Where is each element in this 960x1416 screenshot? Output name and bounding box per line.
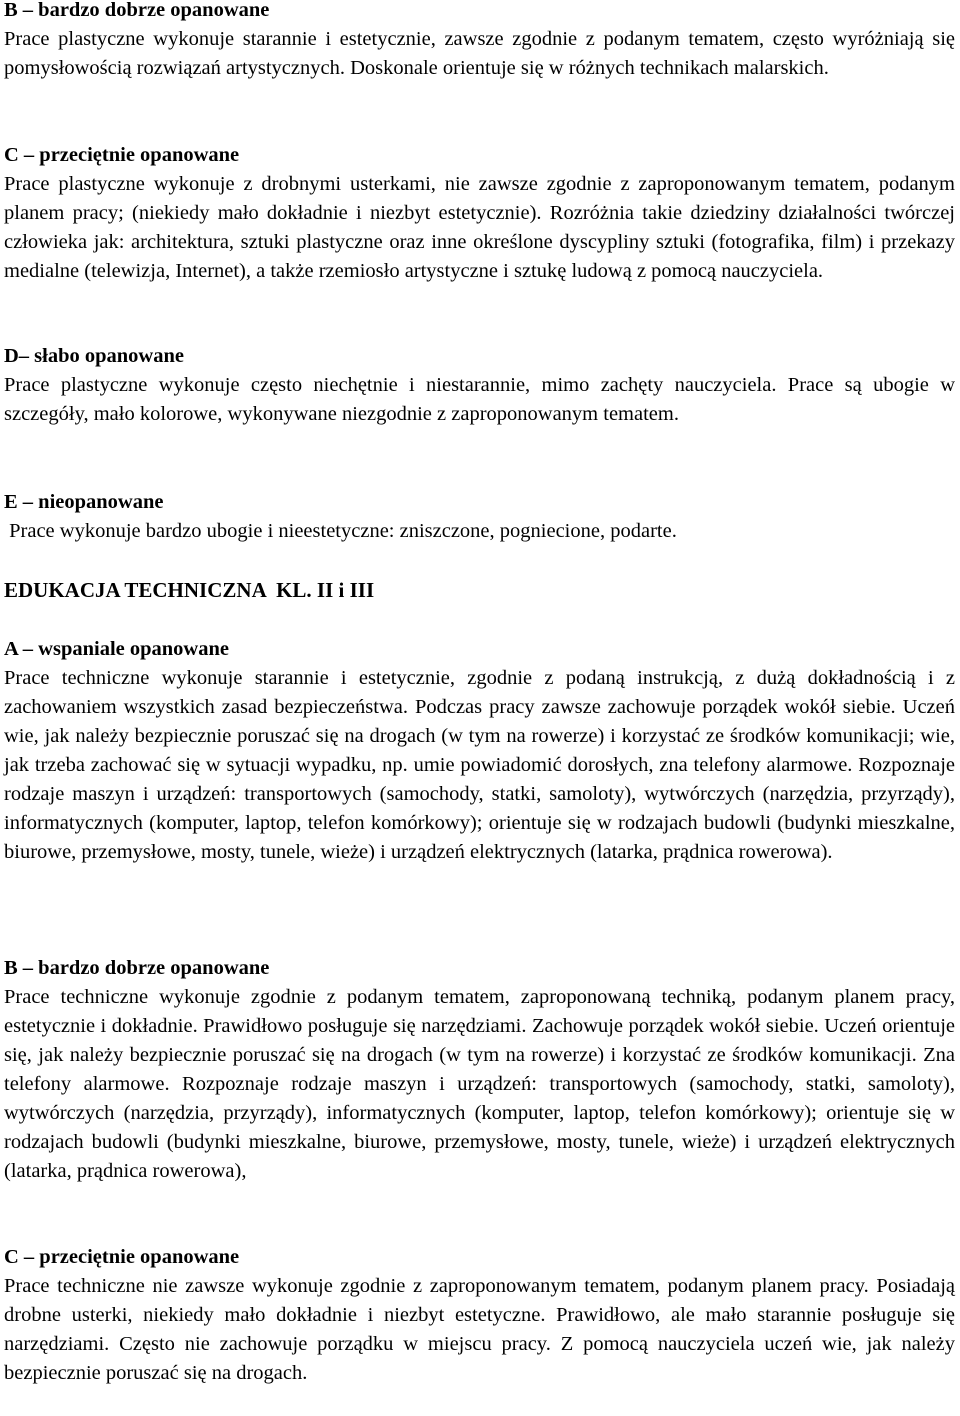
grade-text-c-art: Prace plastyczne wykonuje z drobnymi usterkami, nie zawsze zgodnie z zaproponowanym tematem, podanym planem pracy; (niekiedy mało dokładnie i niezbyt estetycznie). Rozróżnia takie dziedziny działalności twórczej człowieka jak: architektura, sztuki plastyczne oraz inne określone dyscypliny sztuki (fotografika, film) i przekazy medialne (telewizja, Internet), a także rzemiosło artystyczne i sztukę ludową z pomocą nauczyciela. [4, 173, 955, 282]
section-title-technical [4, 576, 955, 605]
section-c-tech [4, 1243, 955, 1388]
section-e-art [4, 488, 955, 546]
grade-text-a-tech: Prace techniczne wykonuje starannie i estetycznie, zgodnie z podaną instrukcją, z dużą dokładnością i z zachowaniem wszystkich zasad bezpieczeństwa. Podczas pracy zawsze zachowuje porządek wokół siebie. Uczeń wie, jak należy bezpiecznie poruszać się na drogach (w tym na rowerze) i korzystać ze środków komunikacji; wie, jak trzeba zachować się w sytuacji wypadku, np. umie powiadomić dorosłych, zna telefony alarmowe. Rozpoznaje rodzaje maszyn i urządzeń: transportowych (samochody, statki, samoloty), wytwórczych (narzędzia, przyrządy), informatycznych (komputer, laptop, telefon komórkowy); orientuje się w rodzajach budowli (budynki mieszkalne, biurowe, przemysłowe, mosty, tunele, wieże) i urządzeń elektrycznych (latarka, prądnica rowerowa). [4, 667, 955, 863]
grade-heading-e-art: E – nieopanowane [4, 491, 164, 513]
grade-text-b-tech: Prace techniczne wykonuje zgodnie z podanym tematem, zaproponowaną techniką, podanym planem pracy, estetycznie i dokładnie. Prawidłowo posługuje się narzędziami. Zachowuje porządek wokół siebie. Uczeń orientuje się, jak należy bezpiecznie poruszać się na drogach (w tym na rowerze) i korzystać ze środków komunikacji. Zna telefony alarmowe. Rozpoznaje rodzaje maszyn i urządzeń: transportowych (samochody, statki, samoloty), wytwórczych (narzędzia, przyrządy), informatycznych (komputer, laptop, telefon komórkowy); orientuje się w rodzajach budowli (budynki mieszkalne, biurowe, przemysłowe, mosty, tunele, wieże) i urządzeń elektrycznych (latarka, prądnica rowerowa), [4, 986, 955, 1182]
grade-text-b-art: Prace plastyczne wykonuje starannie i estetycznie, zawsze zgodnie z podanym tematem, często wyróżniają się pomysłowością rozwiązań artystycznych. Doskonale orientuje się w różnych technikach malarskich. [4, 28, 955, 79]
grade-heading-d-art: D– słabo opanowane [4, 345, 184, 367]
grade-text-e-art: Prace wykonuje bardzo ubogie i nieestetyczne: zniszczone, pogniecione, podarte. [4, 520, 677, 542]
section-d-art [4, 342, 955, 429]
grade-heading-b-tech: B – bardzo dobrze opanowane [4, 957, 270, 979]
grade-heading-c-tech: C – przeciętnie opanowane [4, 1246, 240, 1268]
page-section-title: EDUKACJA TECHNICZNA KL. II i III [4, 578, 375, 602]
grade-heading-a-tech: A – wspaniale opanowane [4, 638, 229, 660]
grade-heading-c-art: C – przeciętnie opanowane [4, 144, 240, 166]
section-a-tech [4, 635, 955, 867]
grade-heading-b-art: B – bardzo dobrze opanowane [4, 0, 270, 21]
section-b-art [4, 0, 955, 83]
grade-text-c-tech: Prace techniczne nie zawsze wykonuje zgodnie z zaproponowanym tematem, podanym planem pracy. Posiadają drobne usterki, niekiedy mało dokładnie i niezbyt estetyczne. Prawidłowo, ale mało starannie posługuje się narzędziami. Często nie zachowuje porządku w miejscu pracy. Z pomocą nauczyciela uczeń wie, jak należy bezpiecznie poruszać się na drogach. [4, 1275, 955, 1384]
section-b-tech [4, 954, 955, 1186]
section-c-art [4, 141, 955, 286]
grade-text-d-art: Prace plastyczne wykonuje często niechętnie i niestarannie, mimo zachęty nauczyciela. Prace są ubogie w szczegóły, mało kolorowe, wykonywane niezgodnie z zaproponowanym tematem. [4, 374, 955, 425]
